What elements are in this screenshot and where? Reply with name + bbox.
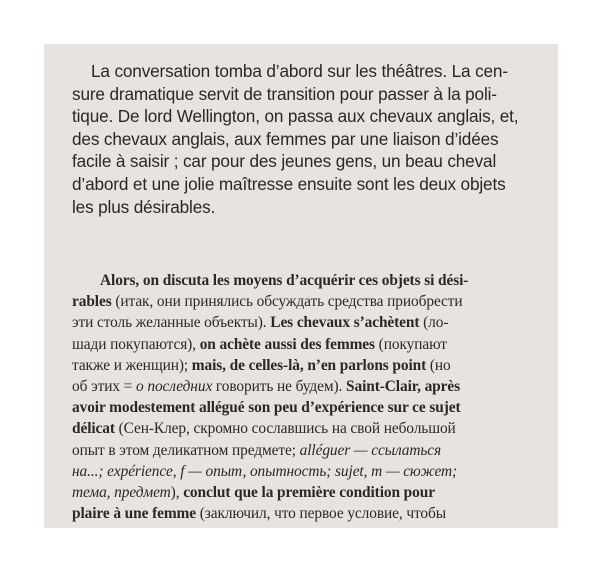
russian-gloss: ), [170, 484, 184, 502]
text-line [72, 440, 554, 461]
text-line: tique. De lord Wellington, on passa aux chevaux anglais, et, [72, 106, 519, 127]
russian-gloss: также и женщин); [72, 356, 192, 374]
text-line: facile à saisir ; car pour des jeunes gens, un beau cheval [72, 151, 497, 172]
text-line: des chevaux anglais, aux femmes par une liaison d’idées [72, 128, 499, 149]
french-text: mais, de celles-là, n’en parlons point [191, 356, 427, 374]
russian-gloss: шади покупаются), [72, 335, 200, 353]
text-line [72, 376, 554, 397]
french-text: avoir modestement allégué son peu d’expérience sur ce sujet [72, 399, 461, 417]
text-line [72, 503, 554, 524]
russian-gloss: (итак, они принялись обсуждать средства приобрести [111, 293, 463, 311]
text-line: sure dramatique servit de transition pour passer à la poli- [72, 83, 497, 104]
book-page [44, 44, 558, 528]
russian-gloss: (ло- [419, 314, 449, 332]
text-line: La conversation tomba d’abord sur les théâtres. La cen- [91, 61, 508, 81]
text-line [72, 355, 554, 376]
russian-gloss: эти столь желанные объекты). [72, 314, 271, 332]
text-line [72, 312, 554, 333]
french-text: conclut que la première condition pour [183, 484, 435, 502]
text-line: d’abord et une jolie maîtresse ensuite sont les deux objets [72, 173, 506, 194]
french-text: Alors, on discuta les moyens d’acquérir ces objets si dési- [100, 272, 469, 289]
text-line [72, 397, 554, 418]
russian-gloss: опыт в этом деликатном предмете; [72, 441, 300, 459]
text-line: les plus désirables. [72, 196, 216, 217]
russian-gloss: (Сен-Клер, скромно сославшись на свой небольшой [114, 420, 456, 438]
text-line [72, 482, 554, 503]
paragraph-french-text [72, 60, 550, 218]
russian-gloss: (но [426, 356, 451, 374]
text-line [72, 291, 554, 312]
russian-gloss: (покупают [374, 335, 447, 353]
text-line [72, 270, 554, 291]
russian-gloss: об этих = [72, 378, 137, 396]
text-line [72, 461, 554, 482]
french-text: plaire à une femme [72, 505, 197, 523]
paragraph-annotated-text [72, 270, 554, 524]
text-line [72, 418, 554, 439]
russian-gloss: говорить не будем). [212, 378, 347, 396]
french-text: on achète aussi des femmes [199, 335, 375, 353]
italic-gloss: о последних [136, 378, 213, 396]
text-line [72, 334, 554, 355]
italic-gloss: тема, предмет [72, 484, 171, 502]
french-text: rables [72, 293, 112, 311]
french-text: Les chevaux s’achètent [270, 314, 420, 332]
italic-gloss: на...; expérience, f — опыт, опытность; sujet, m — сюжет; [72, 462, 458, 480]
italic-gloss: alléguer — ссылаться [299, 441, 442, 459]
russian-gloss: (заключил, что первое условие, чтобы [196, 505, 446, 523]
french-text: délicat [72, 420, 115, 438]
french-text: Saint-Clair, après [346, 378, 460, 396]
